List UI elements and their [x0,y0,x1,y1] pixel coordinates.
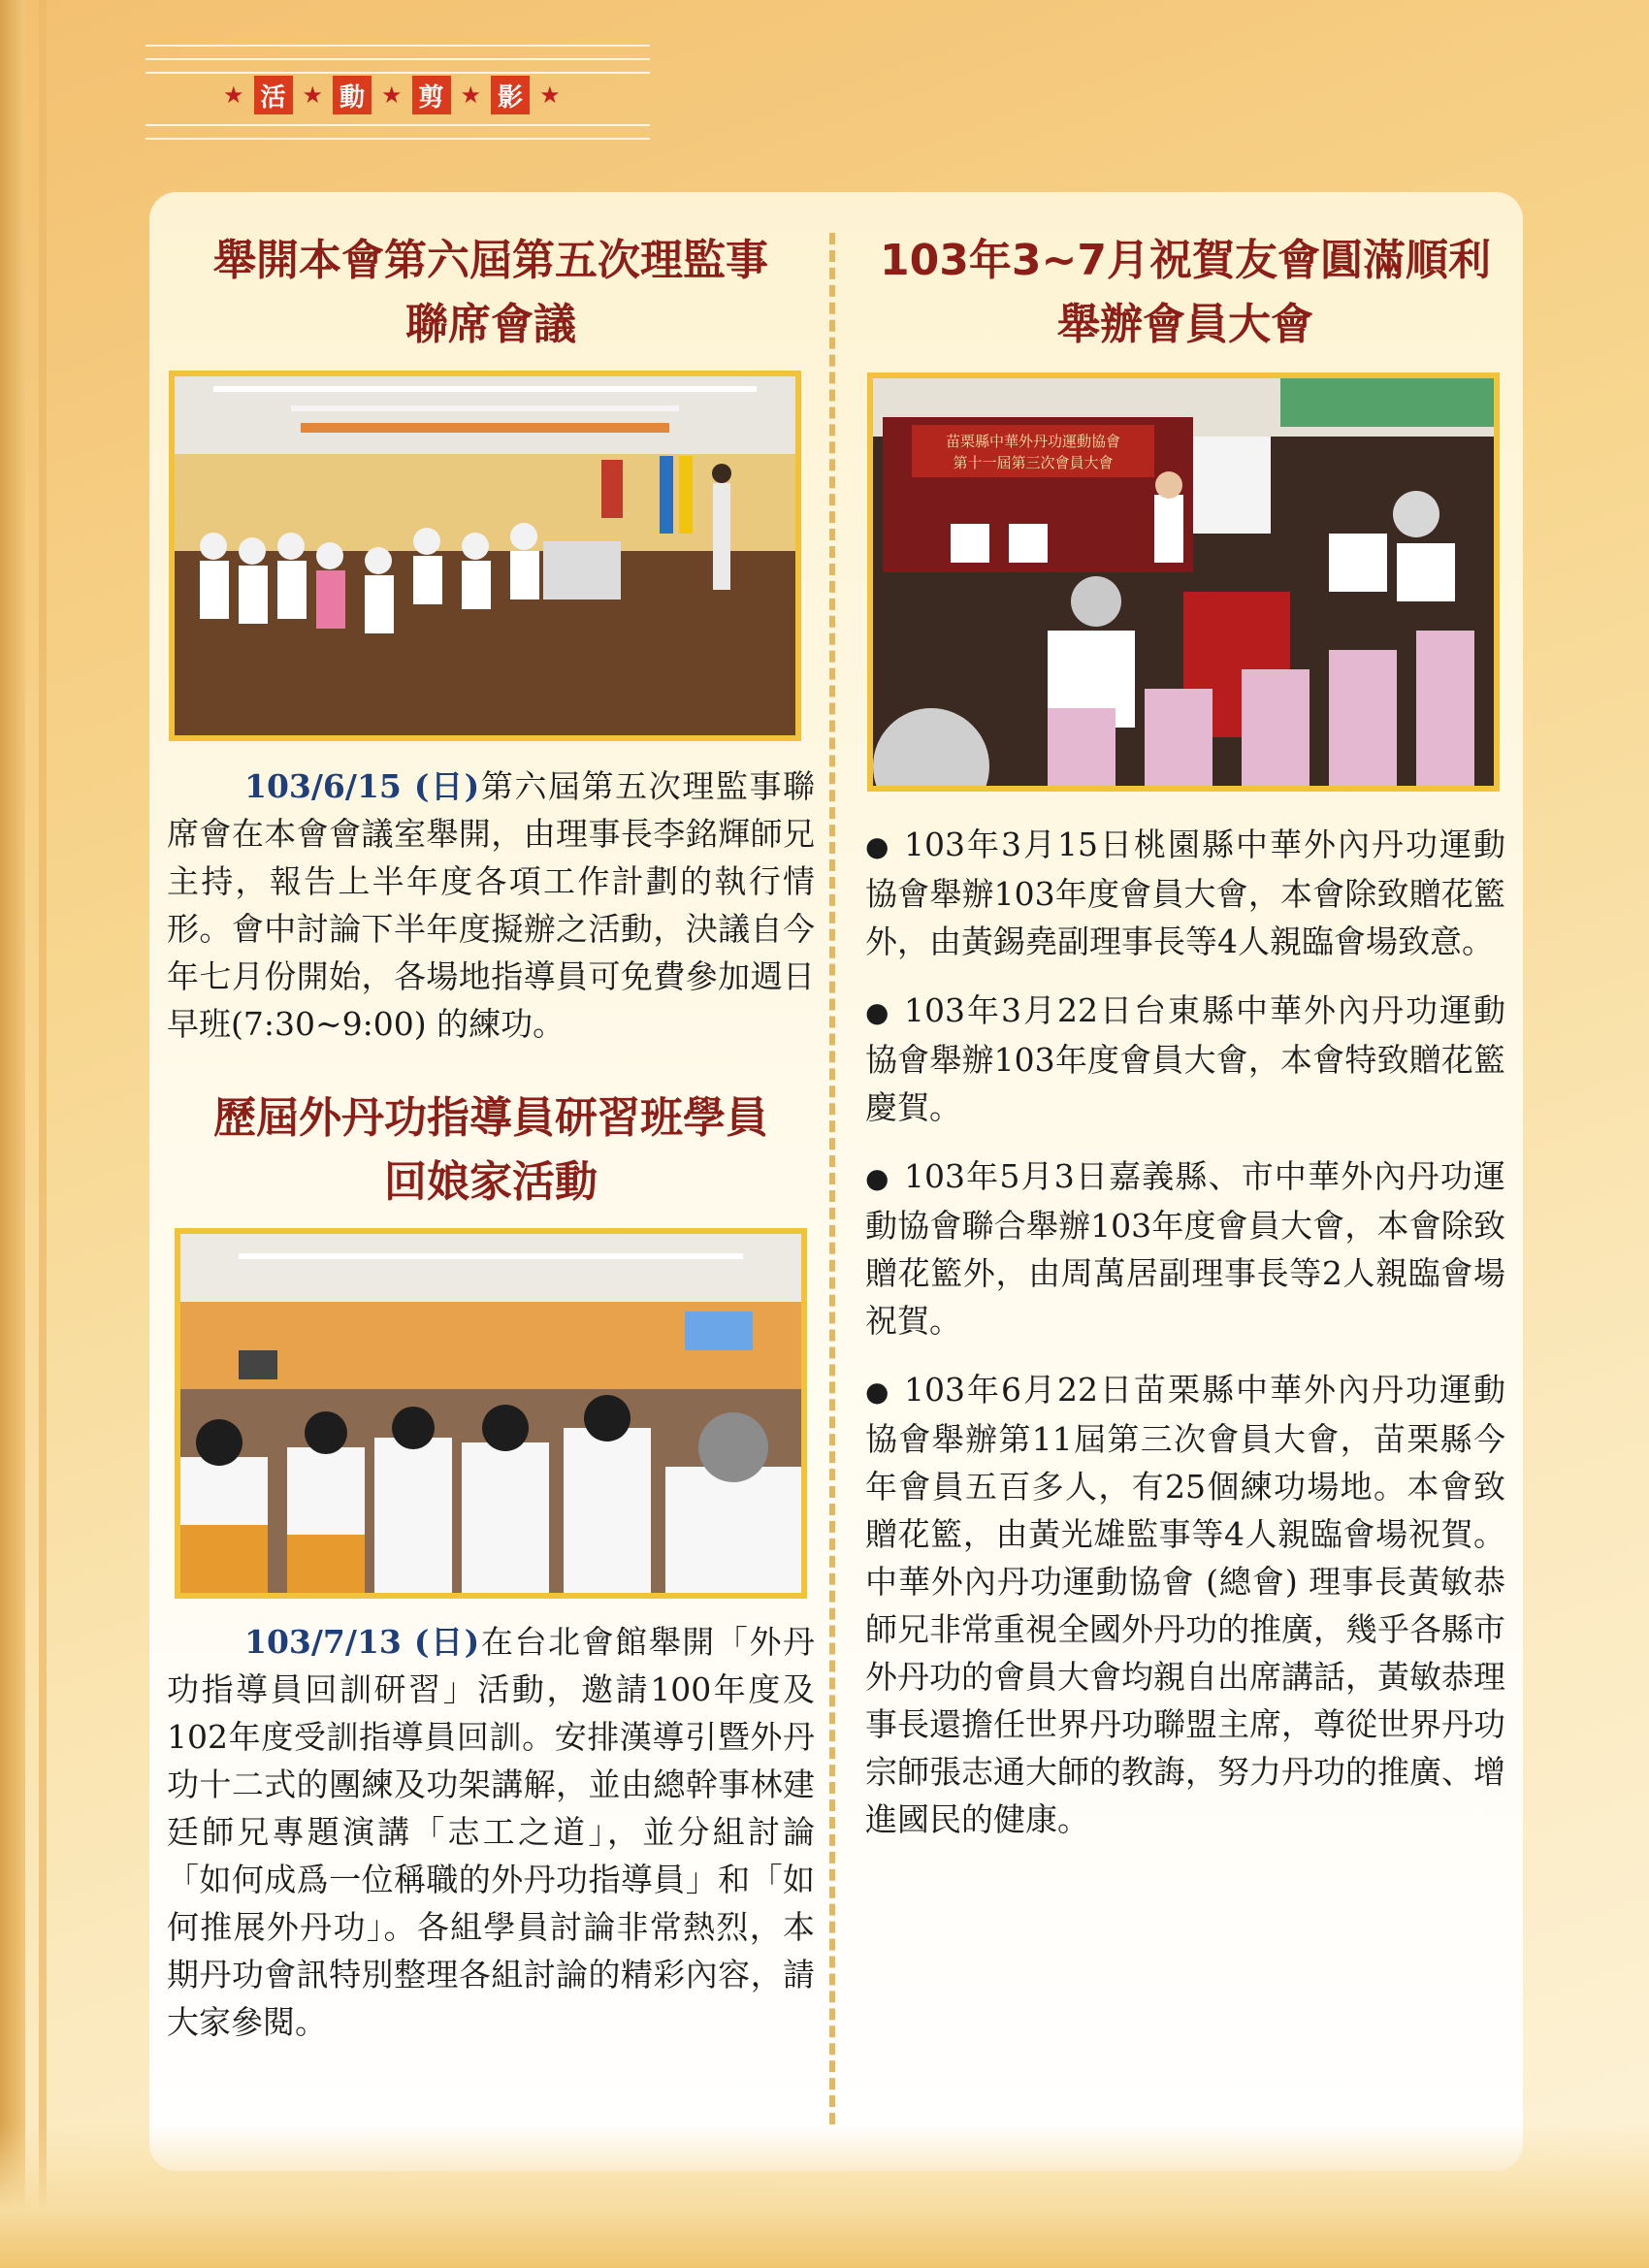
article2-body [167,1618,815,2046]
star-icon: ★ [381,81,403,109]
label-char: 影 [491,76,530,114]
banner-line2: 第十一屆第三次會員大會 [953,454,1114,471]
headline-line: 歷屆外丹功指導員研習班學員 [213,1093,768,1143]
meeting-photo [169,371,801,741]
list-item [865,987,1505,1131]
headline-line: 103年3~7月祝賀友會圓滿順利 [880,236,1491,285]
bullet-icon: ● [865,1376,889,1408]
label-rule [146,138,650,140]
star-icon: ★ [460,81,482,109]
list-item-text: 103年6月22日苗栗縣中華外內丹功運動協會舉辦第11屆第三次會員大會，苗栗縣今年會員五百多人，有25個練功場地。本會致贈花籃，由黃光雄監事等4人親臨會場祝賀。中華外內丹功運動協會 (總會) 理事長黃敏恭師兄非常重視全國外丹功的推廣，幾乎各縣市外丹功的會員大會均親自出席講話，黃敏恭理事長還擔任世界丹功聯盟主席，尊從世界丹功宗師張志通大師的教誨，努力丹功的推廣、增進國民的健康。 [865,1371,1505,1838]
bullet-icon: ● [865,996,889,1028]
list-item-text: 103年3月15日桃園縣中華外內丹功運動協會舉辦103年度會員大會，本會除致贈花籃外，由黃錫堯副理事長等4人親臨會場致意。 [865,826,1505,960]
article1-date: 103/6/15 (日) [244,767,480,805]
column-divider [829,233,835,2124]
left-column [167,229,815,2046]
label-char: 剪 [412,76,451,114]
headline-line: 回娘家活動 [384,1157,598,1207]
list-item [865,821,1505,965]
label-rule [146,58,650,60]
list-item [865,1366,1505,1843]
page-bottom-band [0,2124,1649,2268]
bullet-icon: ● [865,830,889,862]
label-rule [146,45,650,47]
star-icon: ★ [302,81,324,109]
list-item-text: 103年5月3日嘉義縣、市中華外內丹功運動協會聯合舉辦103年度會員大會，本會除致贈花籃外，由周萬居副理事長等2人親臨會場祝賀。 [865,1157,1505,1340]
article3-headline [865,229,1505,357]
headline-line: 聯席會議 [405,300,576,349]
headline-line: 舉開本會第六屆第五次理監事 [213,236,768,285]
article2-headline [167,1086,815,1215]
article2-text: 在台北會館舉開「外丹功指導員回訓研習」活動，邀請100年度及102年度受訓指導員回訓。安排漢導引暨外丹功十二式的團練及功架講解，並由總幹事林建廷師兄專題演講「志工之道」，並分組討論「如何成爲一位稱職的外丹功指導員」和「如何推展外丹功」。各組學員討論非常熱烈，本期丹功會訊特別整理各組討論的精彩內容，請大家參閱。 [167,1623,816,2041]
banner-line1: 苗栗縣中華外丹功運動協會 [945,433,1121,450]
star-icon: ★ [539,81,561,109]
right-column [865,229,1505,1864]
article1-text: 第六屆第五次理監事聯席會在本會會議室舉開，由理事長李銘輝師兄主持，報告上半年度各項工作計劃的執行情形。會中討論下半年度擬辦之活動，決議自今年七月份開始，各場地指導員可免費參加週日早班(7:30~9:00) 的練功。 [167,767,816,1043]
assembly-photo [867,373,1500,792]
list-item-text: 103年3月22日台東縣中華外內丹功運動協會舉辦103年度會員大會，本會特致贈花籃慶賀。 [865,991,1505,1126]
label-rule [146,72,650,74]
list-item [865,1152,1505,1345]
article2-date: 103/7/13 (日) [244,1623,480,1661]
section-label [146,45,650,151]
bullet-icon: ● [865,1162,889,1194]
training-photo [175,1228,807,1599]
article1-headline [167,229,815,357]
headline-line: 舉辦會員大會 [1057,300,1313,349]
label-rule [146,124,650,126]
star-icon: ★ [223,81,244,109]
label-char: 活 [254,76,293,114]
article1-body [167,762,815,1048]
bullet-list [865,821,1505,1843]
page-binding-edge [0,0,25,2268]
page-binding-shadow [39,0,47,2268]
label-char: 動 [333,76,372,114]
